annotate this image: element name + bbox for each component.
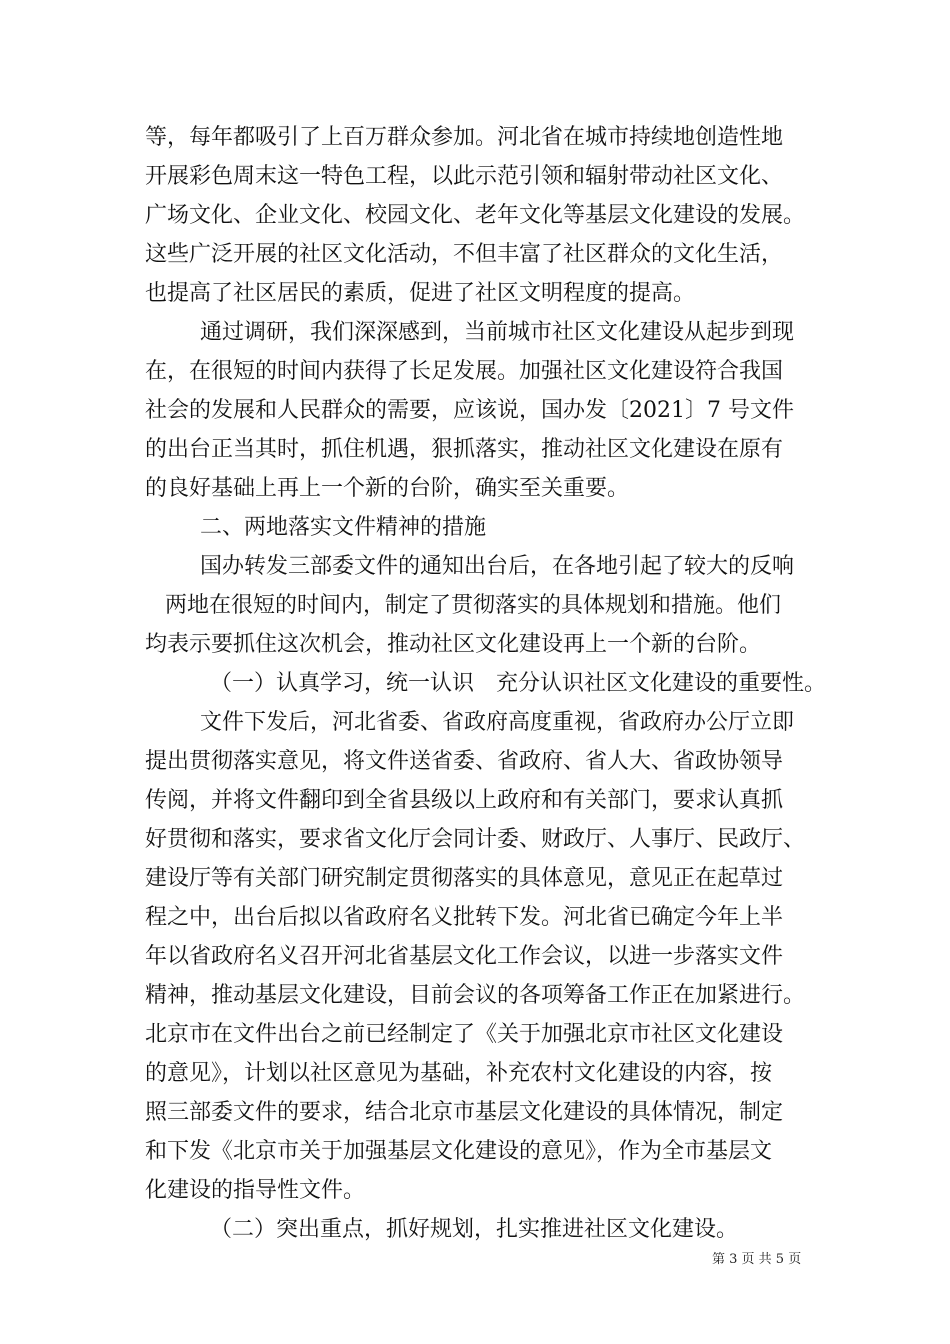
text-line: 在，在很短的时间内获得了长足发展。加强社区文化建设符合我国 bbox=[145, 359, 784, 384]
text-line: 也提高了社区居民的素质，促进了社区文明程度的提高。 bbox=[145, 281, 696, 306]
text-line: 的出台正当其时，抓住机遇，狠抓落实，推动社区文化建设在原有 bbox=[145, 437, 784, 462]
text-line: 北京市在文件出台之前已经制定了《关于加强北京市社区文化建设 bbox=[145, 1022, 784, 1047]
text-line: 均表示要抓住这次机会，推动社区文化建设再上一个新的台阶。 bbox=[145, 632, 762, 657]
text-line: 的意见》，计划以社区意见为基础，补充农村文化建设的内容，按 bbox=[145, 1061, 773, 1086]
text-line: （二）突出重点，抓好规划，扎实推进社区文化建设。 bbox=[210, 1217, 739, 1242]
text-line: 社会的发展和人民群众的需要，应该说，国办发〔2021〕7 号文件 bbox=[145, 398, 794, 423]
text-line: 二、两地落实文件精神的措施 bbox=[200, 515, 487, 540]
text-line: 好贯彻和落实，要求省文化厅会同计委、财政厅、人事厅、民政厅、 bbox=[145, 827, 806, 852]
text-line: 国办转发三部委文件的通知出台后，在各地引起了较大的反响 bbox=[200, 554, 795, 579]
text-line: 文件下发后，河北省委、省政府高度重视，省政府办公厅立即 bbox=[200, 710, 795, 735]
text-line: 化建设的指导性文件。 bbox=[145, 1178, 366, 1203]
page-number-footer: 第 3 页 共 5 页 bbox=[712, 1252, 802, 1267]
text-line: 的良好基础上再上一个新的台阶，确实至关重要。 bbox=[145, 476, 630, 501]
text-line: （一）认真学习，统一认识 充分认识社区文化建设的重要性。 bbox=[210, 671, 827, 696]
text-line: 开展彩色周末这一特色工程，以此示范引领和辐射带动社区文化、 bbox=[145, 164, 784, 189]
text-line: 程之中，出台后拟以省政府名义批转下发。河北省已确定今年上半 bbox=[145, 905, 784, 930]
text-line: 照三部委文件的要求，结合北京市基层文化建设的具体情况，制定 bbox=[145, 1100, 784, 1125]
text-line: 通过调研，我们深深感到，当前城市社区文化建设从起步到现 bbox=[200, 320, 795, 345]
text-line: 这些广泛开展的社区文化活动，不但丰富了社区群众的文化生活， bbox=[145, 242, 784, 267]
text-line: 传阅，并将文件翻印到全省县级以上政府和有关部门，要求认真抓 bbox=[145, 788, 784, 813]
document-body bbox=[145, 118, 827, 1249]
text-line: 广场文化、企业文化、校园文化、老年文化等基层文化建设的发展。 bbox=[145, 203, 806, 228]
text-line: 两地在很短的时间内，制定了贯彻落实的具体规划和措施。他们 bbox=[165, 593, 782, 618]
text-line: 等，每年都吸引了上百万群众参加。河北省在城市持续地创造性地 bbox=[145, 125, 784, 150]
text-line: 建设厅等有关部门研究制定贯彻落实的具体意见，意见正在起草过 bbox=[145, 866, 784, 891]
text-line: 精神，推动基层文化建设，目前会议的各项筹备工作正在加紧进行。 bbox=[145, 983, 806, 1008]
text-line: 年以省政府名义召开河北省基层文化工作会议，以进一步落实文件 bbox=[145, 944, 784, 969]
text-line: 提出贯彻落实意见，将文件送省委、省政府、省人大、省政协领导 bbox=[145, 749, 784, 774]
text-line: 和下发《北京市关于加强基层文化建设的意见》，作为全市基层文 bbox=[145, 1139, 773, 1164]
